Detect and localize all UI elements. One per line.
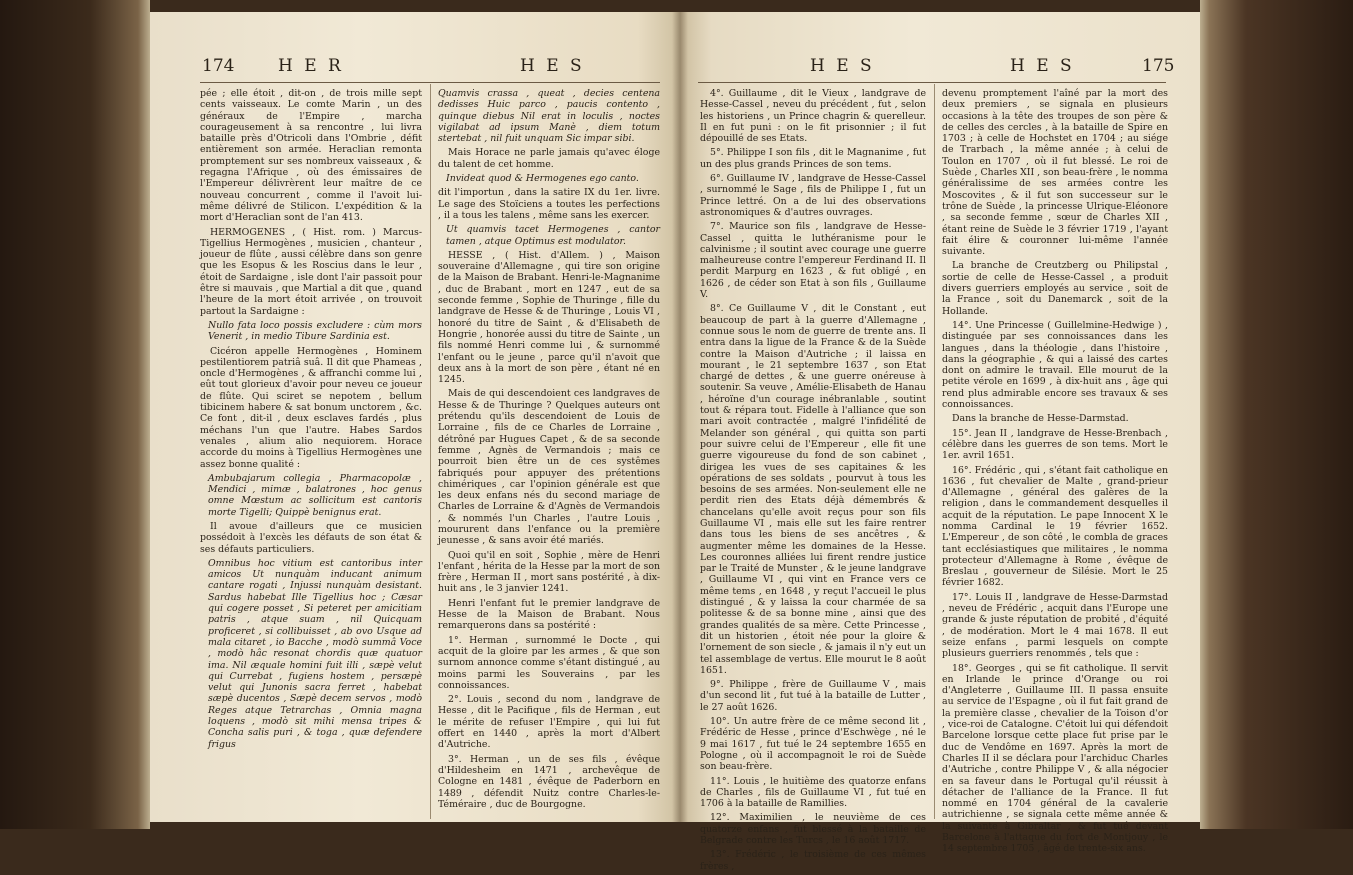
paragraph: 1°. Herman , surnommé le Docte , qui acquit de la gloire par les armes , & que son surnom annonce comme s'étant distingué , au moins parmi les Souverains , par les connoissances. (438, 634, 660, 691)
column-rule (430, 84, 431, 819)
page-number: 174 (202, 56, 235, 76)
text-column-2 (942, 88, 1168, 858)
paragraph: 4°. Guillaume , dit le Vieux , landgrave de Hesse-Cassel , neveu du précédent , fut , selon les historiens , un Prince chagrin & querelleur. Il en fut puni : on le fit prisonnier ; il fut dépouillé de ses Etats. (700, 88, 926, 145)
quotation: Invideat quod & Hermogenes ego canto. (446, 173, 639, 185)
text-column-1 (200, 88, 422, 753)
paragraph: 15°. Jean II , landgrave de Hesse-Brenbach , célèbre dans les guerres de son tems. Mort le 1er. avril 1651. (942, 427, 1168, 462)
paragraph: 16°. Frédéric , qui , s'étant fait catholique en 1636 , fut chevalier de Malte , grand-prieur d'Allemagne , général des galères de la religion , dans le commandement desquelles il acquit de la réputation. Le pape Innocent X le nomma Cardinal le 19 février 1652. L'Empereur , de son côté , le combla de graces tant ecclésiastiques que militaires , le nomma protecteur d'Allemagne à Rome , évêque de Breslau , gouverneur de Silésie. Mort le 25 février 1682. (942, 464, 1168, 589)
paragraph: 5°. Philippe I son fils , dit le Magnanime , fut un des plus grands Princes de son tems. (700, 147, 926, 170)
paragraph: Mais de qui descendoient ces landgraves de Hesse & de Thuringe ? Quelques auteurs ont prétendu qu'ils descendoient de Louis de Lorraine , fils de ce Charles de Lorraine , détrôné par Hugues Capet , & de sa seconde femme , Agnès de Vermandois ; mais ce pourroit bien être un de ces systêmes fabriqués pour appuyer des prétentions chimériques , car l'opinion générale est que les deux enfans nés du second mariage de Charles de Lorraine & d'Agnès de Vermandois , & nommés l'un Charles , l'autre Louis , moururent dans l'enfance ou la première jeunesse , & sans avoir été mariés. (438, 388, 660, 547)
paragraph: 2°. Louis , second du nom , landgrave de Hesse , dit le Pacifique , fils de Herman , eut le mérite de refuser l'Empire , qui lui fut offert en 1440 , après la mort d'Albert d'Autriche. (438, 694, 660, 751)
right-page-edges (1200, 0, 1353, 829)
text-column-1 (700, 88, 926, 875)
quotation: Omnibus hoc vitium est cantoribus inter amicos Ut nunquàm inducant animum cantare rogati , Injussi nunquàm desistant. Sardus habebat Ille Tigellius hoc ; Cæsar qui cogere posset , Si peteret per amicitiam patris , atque suam , nil Quicquam proficeret , si collibuisset , ab ovo Usque ad mala citaret , io Bacche , modò summâ Voce , modò hâc resonat chordis quæ quatuor ima. Nil æquale homini fuit illi , sæpè velut qui Currebat , fugiens hostem , persæpè velut qui Junonis sacra ferret , habebat sæpè ducentos , Sæpè decem servos , modò Reges atque Tetrarchas , Omnia magna loquens , modò sit mihi mensa tripes & Concha salis puri , & toga , quæ defendere frigus (208, 557, 422, 750)
paragraph: 8°. Ce Guillaume V , dit le Constant , eut beaucoup de part à la guerre d'Allemagne , connue sous le nom de guerre de trente ans. Il entra dans la ligue de la France & de la Suède contre la Maison d'Autriche ; il laissa en mourant , le 21 septembre 1637 , son Etat chargé de dettes , & une guerre onéreuse à soutenir. Sa veuve , Amélie-Elisabeth de Hanau , héroïne d'un courage inébranlable , soutint tout & répara tout. Fidelle à l'alliance que son mari avoit contractée , malgré l'infidélité de Melander son général , qui quitta son parti pour suivre celui de l'Empereur , elle fit une guerre vigoureuse du fond de son cabinet , dirigea les vues de ses capitaines & les opérations de ses soldats , pourvut à tous les besoins de ses armées. Non-seulement elle ne perdit rien des Etats déjà démembrés & chancelans qu'elle avoit reçus pour son fils Guillaume VI , mais elle sut les faire rentrer dans tous les biens de ses ancêtres , & augmenter même les domaines de la Hesse. Les couronnes alliées lui firent rendre justice par le Traité de Munster , & le jeune landgrave , Guillaume VI , qui vint en France vers ce même tems , en 1648 , y reçut l'accueil le plus distingué , & y laissa la cour charmée de sa politesse & de sa bonne mine , ainsi que des grandes qualités de sa mère. Cette Princesse , dit un historien , étoit née pour la gloire & l'ornement de son siecle , & jamais il n'y eut un tel assemblage de vertus. Elle mourut le 8 août 1651. (700, 303, 926, 676)
header-rule (698, 82, 1166, 83)
paragraph: 7°. Maurice son fils , landgrave de Hesse-Cassel , quitta le luthéranisme pour le calvinisme ; il soutint avec courage une guerre malheureuse contre l'empereur Ferdinand II. Il perdit Marpurg en 1623 , & fut obligé , en 1626 , de céder son Etat à son fils , Guillaume V. (700, 221, 926, 301)
page-number: 175 (1142, 56, 1175, 76)
book-gutter (672, 12, 688, 822)
paragraph: pée ; elle étoit , dit-on , de trois mille sept cents vaisseaux. Le comte Marin , un des généraux de l'Empire , marcha courageusement à sa rencontre , lui livra bataille près d'Otricoli dans l'Ombrie , défit entièrement son armée. Heraclian remonta promptement sur ses nombreux vaisseaux , & regagna l'Afrique , où des émissaires de l'Empereur délivrèrent leur maître de ce nouveau concurrent , comme il l'avoit lui-même délivré de Stilicon. L'expédition & la mort d'Heraclian sont de l'an 413. (200, 88, 422, 224)
paragraph: 18°. Georges , qui se fit catholique. Il servit en Irlande le prince d'Orange ou roi d'Angleterre , Guillaume III. Il passa ensuite au service de l'Espagne , où il fut fait grand de la première classe , chevalier de la Toison d'or , vice-roi de Catalogne. C'étoit lui qui défendoit Barcelone lorsque cette place fut prise par le duc de Vendôme en 1697. Après la mort de Charles II il se déclara pour l'archiduc Charles d'Autriche , contre Philippe V , & alla négocier en sa faveur dans le Portugal qu'il réussit à détacher de l'alliance de la France. Il fut nommé en 1704 général de la cavalerie autrichienne , se signala cette même année & la suivante à Gibraltar , & fut tué devant Barcelone à l'attaque du fort de Montjouy , le 14 septembre 1705 , âgé de trente-six ans. (942, 662, 1168, 855)
paragraph: devenu promptement l'aîné par la mort des deux premiers , se signala en plusieurs occasions à la tête des troupes de son père & de celles des cercles , à la bataille de Spire en 1703 ; à celle de Hochstet en 1704 ; au siége de Trarbach , la même année ; à celui de Toulon en 1707 , où il fut blessé. Le roi de Suède , Charles XII , son beau-frère , le nomma généralissime de ses armées contre les Moscovites , & il fut son successeur sur le trône de Suède , la princesse Ulrique-Eléonore , sa seconde femme , sœur de Charles XII , étant reine de Suède le 3 février 1719 , l'ayant fait élire & couronner lui-même l'année suivante. (942, 88, 1169, 258)
running-head: H E S (1010, 56, 1075, 76)
paragraph: Il avoue d'ailleurs que ce musicien possédoit à l'excès les défauts de son état & ses défauts particuliers. (200, 520, 422, 555)
paragraph: 13°. Frédéric , le troisième de ces mêmes frères , (700, 849, 926, 872)
paragraph: La branche de Creutzberg ou Philipstal , sortie de celle de Hesse-Cassel , a produit divers guerriers employés au service , soit de la France , soit du Danemarck , soit de la Hollande. (942, 260, 1168, 317)
paragraph: 17°. Louis II , landgrave de Hesse-Darmstad , neveu de Frédéric , acquit dans l'Europe une grande & juste réputation de probité , d'équité , de modération. Mort le 4 mai 1678. Il eut seize enfans , parmi lesquels on compte plusieurs guerriers renommés , tels que : (942, 591, 1168, 660)
running-head: H E R (278, 56, 344, 76)
paragraph: 14°. Une Princesse ( Guillelmine-Hedwige ) , distinguée par ses connoissances dans les langues , dans la théologie , dans l'histoire , dans la géographie , & qui a laissé des cartes dont on admire le travail. Elle mourut de la petite vérole en 1699 , à dix-huit ans , âge qui rend plus admirable encore ses travaux & ses connoissances. (942, 319, 1168, 411)
paragraph: HERMOGENES , ( Hist. rom. ) Marcus-Tigellius Hermogènes , musicien , chanteur , joueur de flûte , aussi célèbre dans son genre que les Esopus & les Roscius dans le leur , étoit de Sardaigne , isle dont l'air passoit pour être si mauvais , que Martial a dit que , quand l'heure de la mort étoit arrivée , on trouvoit partout la Sardaigne : (200, 226, 422, 317)
left-page-edges (0, 0, 150, 829)
quotation: Nullo fata loco possis excludere : cùm mors Venerit , in medio Tibure Sardinia est. (208, 319, 422, 343)
paragraph: 11°. Louis , le huitième des quatorze enfans de Charles , fils de Guillaume VI , fut tué en 1706 à la bataille de Ramillies. (700, 775, 926, 810)
paragraph: 9°. Philippe , frère de Guillaume V , mais d'un second lit , fut tué à la bataille de Lutter , le 27 août 1626. (700, 679, 926, 713)
quotation: Ambubajarum collegia , Pharmacopolæ , Mendici , mimæ , balatrones , hoc genus omne Mœstum ac sollicitum est cantoris morte Tigelli; Quippè benignus erat. (208, 472, 422, 518)
paragraph: Dans la branche de Hesse-Darmstad. (952, 413, 1129, 425)
quotation: Quamvis crassa , queat , decies centena dedisses Huic parco , paucis contento , quinque diebus Nil erat in loculis , noctes vigilabat ad ipsum Manè , diem totum stertebat , nil fuit unquam Sic impar sibi. (438, 88, 660, 145)
text-column-2 (438, 88, 660, 813)
left-page (150, 12, 680, 822)
paragraph: Mais Horace ne parle jamais qu'avec éloge du talent de cet homme. (438, 147, 660, 170)
paragraph: 10°. Un autre frère de ce même second lit , Frédéric de Hesse , prince d'Eschwège , né le 9 mai 1617 , fut tué le 24 septembre 1655 en Pologne , où il accompagnoit le roi de Suède son beau-frère. (700, 716, 926, 773)
paragraph: Quoi qu'il en soit , Sophie , mère de Henri l'enfant , hérita de la Hesse par la mort de son frère , Herman II , mort sans postérité , à dix-huit ans , le 3 janvier 1241. (438, 549, 660, 595)
paragraph: 3°. Herman , un de ses fils , évêque d'Hildesheim en 1471 , archevêque de Cologne en 1481 , évêque de Paderborn en 1489 , défendit Nuitz contre Charles-le-Téméraire , duc de Bourgogne. (438, 753, 660, 810)
paragraph: 12°. Maximilien , le neuvième de ces quatorze enfans , fut blessé à la bataille de Belgrade contre les Turcs , le 16 août 1717. (700, 812, 926, 846)
running-head: H E S (520, 56, 585, 76)
paragraph: HESSE , ( Hist. d'Allem. ) , Maison souveraine d'Allemagne , qui tire son origine de la Maison de Brabant. Henri-le-Magnanime , duc de Brabant , mort en 1247 , eut de sa seconde femme , Sophie de Thuringe , fille du landgrave de Hesse & de Thuringe , Louis VI , honoré du titre de Saint , & d'Elisabeth de Hongrie , honorée aussi du titre de Sainte , un fils nommé Henri comme lui , & surnommé l'enfant ou le jeune , parce qu'il n'avoit que deux ans à la mort de son père , étant né en 1245. (438, 249, 660, 386)
paragraph: 6°. Guillaume IV , landgrave de Hesse-Cassel , surnommé le Sage , fils de Philippe I , fut un Prince lettré. On a de lui des observations astronomiques & d'autres ouvrages. (700, 173, 926, 218)
quotation: Ut quamvis tacet Hermogenes , cantor tamen , atque Optimus est modulator. (446, 224, 660, 247)
header-rule (200, 82, 660, 83)
column-rule (934, 84, 935, 819)
paragraph: dit l'importun , dans la satire IX du 1er. livre. Le sage des Stoïciens a toutes les perfections , il a tous les talens , même sans les exercer. (438, 187, 660, 221)
paragraph: Cicéron appelle Hermogènes , Hominem pestilentiorem patriâ suâ. Il dit que Phameas , oncle d'Hermogènes , & affranchi comme lui , eût tout glorieux d'avoir pour neveu ce joueur de flûte. Qui sciret se nepotem , bellum tibicinem habere & sat bonum unctorem , &c. Ce font , dit-il , deux esclaves fardés , plus méchans l'un que l'autre. Habes Sardos venales , alium alio nequiorem. Horace accorde du moins à Tigellius Hermogènes une assez bonne qualité : (200, 345, 422, 470)
running-head: H E S (810, 56, 875, 76)
paragraph: Henri l'enfant fut le premier landgrave de Hesse de la Maison de Brabant. Nous remarquerons dans sa postérité : (438, 597, 660, 632)
right-page (680, 12, 1200, 872)
